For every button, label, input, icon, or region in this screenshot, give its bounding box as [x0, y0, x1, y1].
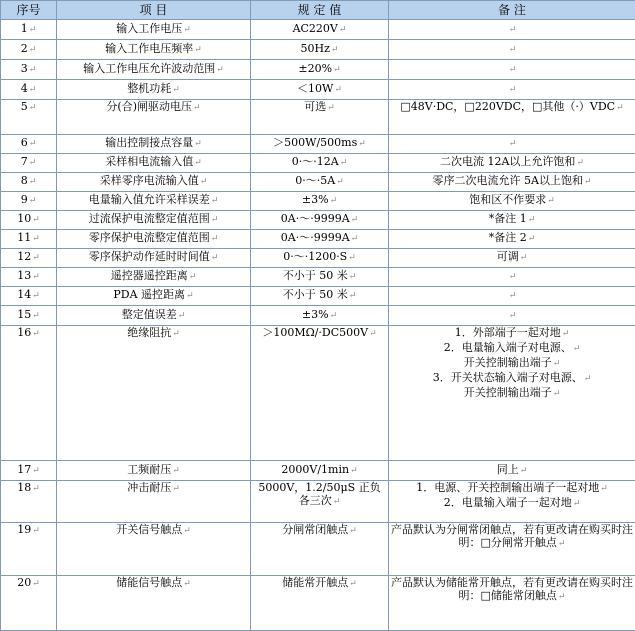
paragraph-mark: ↵: [350, 234, 359, 245]
cell-no-text: 4: [20, 82, 28, 96]
cell-item: [57, 210, 251, 229]
paragraph-mark: ↵: [334, 85, 342, 96]
cell-no-text: 16: [17, 325, 32, 339]
cell-no-text: 18: [17, 481, 32, 495]
cell-item-text: 输入工作电压允许波动范围: [83, 62, 216, 76]
table-row: [1, 305, 635, 325]
cell-no-text: 11: [17, 231, 32, 245]
cell-item: [57, 172, 251, 191]
cell-value: [251, 460, 389, 480]
paragraph-mark: ↵: [519, 465, 528, 476]
cell-value: [251, 60, 389, 80]
cell-note: [389, 172, 635, 191]
table-body: [1, 20, 635, 631]
cell-note: [389, 80, 635, 100]
table-row: [1, 325, 635, 460]
paragraph-mark: ↵: [194, 139, 202, 150]
paragraph-mark: ↵: [28, 103, 37, 114]
cell-value-text: 储能常开触点: [282, 575, 349, 589]
cell-item-text: 开关信号触点: [116, 523, 183, 537]
paragraph-mark: ↵: [32, 272, 40, 283]
paragraph-mark: ↵: [172, 328, 180, 339]
cell-item-text: 整机功耗: [127, 82, 172, 96]
paragraph-mark: ↵: [561, 328, 570, 339]
cell-no: [1, 172, 57, 191]
paragraph-mark: ↵: [28, 177, 37, 188]
cell-value: [251, 523, 389, 576]
cell-no: [1, 286, 57, 305]
note-line: 3．开关状态输入端子对电源、↵: [432, 370, 592, 384]
cell-no-text: 2: [20, 42, 28, 56]
paragraph-mark: ↵: [332, 497, 341, 508]
table-row: [1, 523, 635, 576]
paragraph-mark: ↵: [348, 291, 357, 302]
paragraph-mark: ↵: [183, 526, 191, 537]
cell-value: [251, 80, 389, 100]
cell-note: [389, 20, 635, 40]
table-row: [1, 575, 635, 630]
paragraph-mark: ↵: [210, 215, 219, 226]
paragraph-mark: ↵: [28, 45, 37, 56]
cell-item: [57, 100, 251, 135]
paragraph-mark: ↵: [194, 158, 202, 169]
cell-no: [1, 191, 57, 210]
cell-item-text: 零序保护动作延时时间值: [88, 250, 210, 264]
paragraph-mark: ↵: [350, 215, 359, 226]
paragraph-mark: ↵: [508, 85, 517, 96]
cell-no: [1, 229, 57, 248]
cell-value: [251, 267, 389, 286]
header-row: [1, 1, 635, 20]
cell-value: [251, 575, 389, 630]
paragraph-mark: ↵: [349, 578, 357, 589]
paragraph-mark: ↵: [519, 253, 528, 264]
header-note: 备 注: [389, 1, 635, 20]
table-row: [1, 135, 635, 154]
cell-value-text: 0·～·1200·S: [283, 250, 348, 264]
cell-item: [57, 135, 251, 154]
cell-value-text: 不小于 50 米: [282, 288, 348, 302]
cell-item-text: 输入工作电压: [116, 22, 183, 36]
cell-item: [57, 481, 251, 523]
cell-item-text: 分(合)闸驱动电压: [106, 100, 193, 114]
cell-no-text: 1: [20, 22, 28, 36]
cell-item-text: 储能信号触点: [116, 575, 183, 589]
cell-no-text: 10: [17, 212, 32, 226]
cell-note: [389, 248, 635, 267]
cell-no-text: 19: [17, 523, 32, 537]
cell-note-text: 产品默认为储能常开触点，若有更改请在购买时注明：□储能常闭触点: [391, 575, 633, 602]
cell-no: [1, 267, 57, 286]
paragraph-mark: ↵: [32, 234, 40, 245]
cell-value-text: 5000V，1.2/50μS 正负各三次: [258, 481, 381, 508]
cell-item-text: 输出控制接点容量: [105, 136, 194, 150]
cell-item: [57, 229, 251, 248]
paragraph-mark: ↵: [552, 388, 561, 399]
cell-note-text: 二次电流 12A以上允许饱和: [440, 155, 576, 169]
cell-no: [1, 248, 57, 267]
cell-value: [251, 172, 389, 191]
paragraph-mark: ↵: [183, 25, 191, 36]
cell-item: [57, 575, 251, 630]
paragraph-mark: ↵: [527, 215, 536, 226]
cell-item-text: 冲击耐压: [127, 481, 172, 495]
table-row: [1, 60, 635, 80]
table-row: [1, 210, 635, 229]
cell-value-text: ＜10W: [297, 82, 334, 96]
paragraph-mark: ↵: [32, 578, 40, 589]
cell-value-text: 分闸常闭触点: [282, 523, 349, 537]
cell-item: [57, 248, 251, 267]
cell-value-text: 可选: [304, 100, 327, 114]
cell-note: [389, 575, 635, 630]
paragraph-mark: ↵: [32, 526, 40, 537]
cell-value-text: 0·～·12A: [291, 155, 339, 169]
cell-note-text: *备注 2: [488, 231, 527, 245]
table-row: [1, 100, 635, 135]
cell-note-text: 产品默认为分闸常闭触点，若有更改请在购买时注明：□分闸常开触点: [391, 523, 633, 550]
cell-note: [389, 153, 635, 172]
cell-value: [251, 40, 389, 60]
paragraph-mark: ↵: [32, 484, 40, 495]
paragraph-mark: ↵: [194, 45, 202, 56]
cell-no-text: 3: [20, 62, 28, 76]
paragraph-mark: ↵: [199, 177, 208, 188]
paragraph-mark: ↵: [616, 103, 624, 114]
paragraph-mark: ↵: [349, 526, 357, 537]
cell-no: [1, 210, 57, 229]
cell-item: [57, 305, 251, 325]
cell-no-text: 12: [17, 250, 32, 264]
cell-no: [1, 153, 57, 172]
paragraph-mark: ↵: [28, 65, 37, 76]
paragraph-mark: ↵: [329, 310, 338, 321]
paragraph-mark: ↵: [557, 539, 566, 550]
cell-value: [251, 229, 389, 248]
cell-item-text: 采样零序电流输入值: [99, 174, 199, 188]
cell-no: [1, 481, 57, 523]
cell-value-text: AC220V: [292, 22, 338, 36]
cell-no: [1, 40, 57, 60]
cell-no: [1, 523, 57, 576]
note-line: 开关控制输出端子↵: [463, 355, 561, 369]
cell-no: [1, 80, 57, 100]
cell-value-text: ＞100MΩ/·DC500V: [262, 325, 369, 339]
cell-item: [57, 267, 251, 286]
note-line: 2．电量输入端子对电源、↵: [443, 340, 581, 354]
cell-note: [389, 191, 635, 210]
cell-no-text: 13: [17, 269, 32, 283]
paragraph-mark: ↵: [576, 158, 584, 169]
cell-item: [57, 523, 251, 576]
paragraph-mark: ↵: [172, 85, 180, 96]
paragraph-mark: ↵: [188, 272, 197, 283]
cell-value: [251, 191, 389, 210]
paragraph-mark: ↵: [508, 272, 517, 283]
cell-note: [389, 100, 635, 135]
cell-note-text: 同上: [496, 462, 519, 476]
paragraph-mark: ↵: [210, 196, 219, 207]
paragraph-mark: ↵: [583, 177, 592, 188]
cell-item-text: 遥控器遥控距离: [110, 269, 188, 283]
cell-no-text: 5: [20, 100, 28, 114]
table-row: [1, 191, 635, 210]
table-row: [1, 229, 635, 248]
paragraph-mark: ↵: [348, 253, 356, 264]
paragraph-mark: ↵: [336, 177, 344, 188]
paragraph-mark: ↵: [28, 196, 37, 207]
cell-no-text: 9: [20, 193, 28, 207]
cell-value-text: ±3%: [301, 193, 329, 207]
paragraph-mark: ↵: [330, 45, 339, 56]
paragraph-mark: ↵: [183, 578, 191, 589]
cell-note: [389, 267, 635, 286]
paragraph-mark: ↵: [210, 234, 219, 245]
cell-value-text: 0·～·5A: [295, 174, 336, 188]
cell-item-text: 整定值误差: [121, 307, 177, 321]
cell-value: [251, 210, 389, 229]
table-row: [1, 172, 635, 191]
cell-no: [1, 100, 57, 135]
note-line: 开关控制输出端子↵: [463, 385, 561, 399]
cell-no-text: 7: [20, 155, 28, 169]
cell-value-text: ±20%: [298, 62, 333, 76]
cell-note: [389, 523, 635, 576]
paragraph-mark: ↵: [32, 328, 40, 339]
cell-item: [57, 80, 251, 100]
paragraph-mark: ↵: [216, 65, 224, 76]
cell-no: [1, 325, 57, 460]
table-row: [1, 153, 635, 172]
paragraph-mark: ↵: [32, 465, 40, 476]
table-row: [1, 20, 635, 40]
table-row: [1, 286, 635, 305]
paragraph-mark: ↵: [508, 25, 517, 36]
cell-note: [389, 229, 635, 248]
header-value: 规 定 值: [251, 1, 389, 20]
cell-note: [389, 460, 635, 480]
paragraph-mark: ↵: [329, 196, 338, 207]
cell-no: [1, 135, 57, 154]
paragraph-mark: ↵: [508, 139, 517, 150]
cell-note: [389, 286, 635, 305]
cell-note-text: 饱和区不作要求: [469, 193, 547, 207]
cell-value: [251, 305, 389, 325]
paragraph-mark: ↵: [350, 465, 358, 476]
cell-no-text: 20: [17, 575, 32, 589]
cell-note: [389, 40, 635, 60]
cell-item-text: 电量输入值允许采样误差: [88, 193, 210, 207]
cell-no: [1, 575, 57, 630]
note-line: 1．外部端子一起对地↵: [454, 325, 570, 339]
cell-note: [389, 481, 635, 523]
cell-value: [251, 20, 389, 40]
paragraph-mark: ↵: [600, 484, 608, 495]
paragraph-mark: ↵: [177, 310, 186, 321]
cell-value: [251, 325, 389, 460]
table-row: [1, 460, 635, 480]
paragraph-mark: ↵: [348, 272, 357, 283]
table-row: [1, 80, 635, 100]
cell-item-text: 零序保护电流整定值范围: [88, 231, 210, 245]
cell-note-text: 零序二次电流允许 5A以上饱和: [432, 174, 583, 188]
cell-note: [389, 305, 635, 325]
header-item: 项 目: [57, 1, 251, 20]
note-line: 2．电量输入端子一起对地↵: [443, 496, 581, 510]
header-no: 序号: [1, 1, 57, 20]
paragraph-mark: ↵: [583, 373, 592, 384]
paragraph-mark: ↵: [552, 358, 561, 369]
cell-value: [251, 153, 389, 172]
cell-value-text: ＞500W/500ms: [273, 136, 358, 150]
cell-item: [57, 153, 251, 172]
cell-no-text: 17: [17, 462, 32, 476]
paragraph-mark: ↵: [28, 139, 37, 150]
cell-value: [251, 135, 389, 154]
paragraph-mark: ↵: [32, 310, 40, 321]
cell-note-text: *备注 1: [488, 212, 527, 226]
cell-item: [57, 20, 251, 40]
cell-no: [1, 305, 57, 325]
cell-value: [251, 286, 389, 305]
paragraph-mark: ↵: [172, 484, 180, 495]
cell-no-text: 14: [17, 288, 32, 302]
cell-note: [389, 135, 635, 154]
cell-note: [389, 60, 635, 80]
note-line: 1．电源、开关控制输出端子一起对地↵: [416, 481, 608, 495]
cell-note: [389, 210, 635, 229]
cell-no-text: 15: [17, 307, 32, 321]
paragraph-mark: ↵: [547, 196, 555, 207]
cell-item: [57, 325, 251, 460]
cell-note: [389, 325, 635, 460]
cell-value-text: ±3%: [301, 307, 329, 321]
paragraph-mark: ↵: [172, 465, 180, 476]
paragraph-mark: ↵: [333, 65, 341, 76]
cell-item-text: 输入工作电压频率: [105, 42, 194, 56]
cell-no-text: 6: [20, 136, 28, 150]
cell-note-text: □48V·DC，□220VDC，□其他（·）VDC: [400, 100, 616, 114]
cell-item-text: 过流保护电流整定值范围: [88, 212, 210, 226]
paragraph-mark: ↵: [32, 215, 40, 226]
cell-value: [251, 100, 389, 135]
table-row: [1, 481, 635, 523]
cell-item-text: 工频耐压: [127, 462, 172, 476]
cell-no-text: 8: [20, 174, 28, 188]
cell-value: [251, 248, 389, 267]
paragraph-mark: ↵: [339, 158, 348, 169]
paragraph-mark: ↵: [508, 65, 517, 76]
table-row: [1, 248, 635, 267]
cell-note-text: 可调: [496, 250, 519, 264]
cell-no: [1, 60, 57, 80]
cell-value-text: 0A·～·9999A: [280, 212, 350, 226]
cell-value-text: 0A·～·9999A: [280, 231, 350, 245]
paragraph-mark: ↵: [369, 328, 377, 339]
cell-item: [57, 60, 251, 80]
paragraph-mark: ↵: [186, 291, 194, 302]
cell-item-text: 采样相电流输入值: [105, 155, 194, 169]
paragraph-mark: ↵: [508, 45, 517, 56]
paragraph-mark: ↵: [28, 85, 37, 96]
paragraph-mark: ↵: [338, 25, 347, 36]
paragraph-mark: ↵: [527, 234, 536, 245]
table-row: [1, 40, 635, 60]
cell-item: [57, 40, 251, 60]
cell-value-text: 50Hz: [300, 42, 330, 56]
paragraph-mark: ↵: [32, 291, 40, 302]
table-row: [1, 267, 635, 286]
cell-item-text: PDA 遥控距离: [113, 288, 186, 302]
cell-item-text: 绝缘阻抗: [127, 325, 172, 339]
cell-item: [57, 460, 251, 480]
cell-value-text: 不小于 50 米: [282, 269, 348, 283]
cell-item: [57, 286, 251, 305]
paragraph-mark: ↵: [508, 291, 517, 302]
cell-no: [1, 460, 57, 480]
paragraph-mark: ↵: [210, 253, 219, 264]
paragraph-mark: ↵: [508, 310, 517, 321]
paragraph-mark: ↵: [572, 499, 581, 510]
paragraph-mark: ↵: [28, 158, 37, 169]
paragraph-mark: ↵: [32, 253, 40, 264]
paragraph-mark: ↵: [327, 103, 335, 114]
paragraph-mark: ↵: [358, 139, 366, 150]
paragraph-mark: ↵: [557, 591, 566, 602]
paragraph-mark: ↵: [572, 343, 581, 354]
cell-item: [57, 191, 251, 210]
paragraph-mark: ↵: [28, 25, 37, 36]
cell-value: [251, 481, 389, 523]
cell-value-text: 2000V/1min: [281, 462, 350, 476]
cell-no: [1, 20, 57, 40]
paragraph-mark: ↵: [193, 103, 201, 114]
